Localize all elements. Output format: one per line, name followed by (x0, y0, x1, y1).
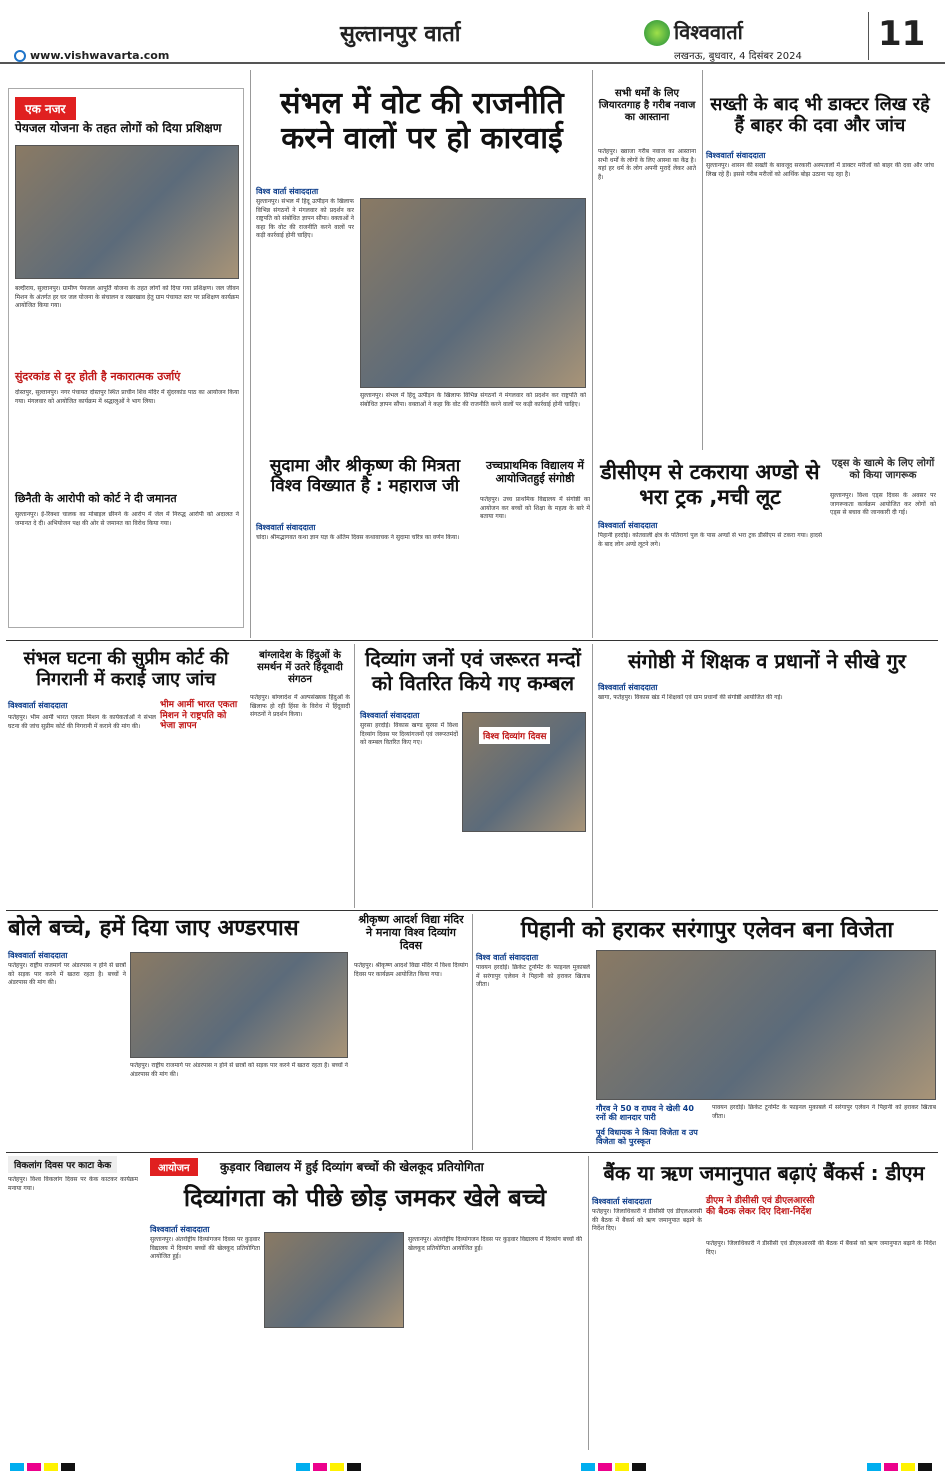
viklang-label: विकलांग दिवस पर काटा केक (8, 1156, 117, 1173)
sambhal-pullquote: भीम आर्मी भारत एकता मिशन ने राष्ट्रपति को भेजा ज्ञापन (160, 700, 238, 732)
bank-byline: विश्ववार्ता संवाददाता (592, 1197, 652, 1206)
ek-nazar-tag: एक नजर (15, 97, 76, 120)
bottom-body-continued: सुल्तानपुर। अंतर्राष्ट्रीय दिव्यांगजन दिवस पर कुड़वार विद्यालय में दिव्यांग बच्चों की खेलकूद प्रतियोगिता आयोजित हुई। (408, 1236, 582, 1252)
egg-truck-body: पिहानी हरदोई। कोतवाली क्षेत्र के पतिरागां पुल के पास अण्डों से भरा ट्रक डीसीएम से टकरा गया। हादसे के बाद लोग अण्डे लूटने लगे। (598, 532, 822, 548)
egg-truck-byline: विश्ववार्ता संवाददाता (598, 521, 658, 530)
paper-name: सुल्तानपुर वार्ता (340, 22, 461, 47)
sundarkand-body: दोस्तपुर, सुल्तानपुर। नगर पंचायत दोस्तपुर स्थित प्राचीन शिव मंदिर में सुंदरकांड पाठ का आयोजन किया गया। मंगलवार को आयोजित कार्यक्रम में श्रद्धालुओं ने भाग लिया। (15, 389, 239, 405)
blanket-banner: विश्व दिव्यांग दिवस (479, 727, 550, 744)
garib-nawaz-kicker: सभी धर्मों के लिए जियारतगाह है गरीब नवाज का आस्ताना (598, 88, 696, 123)
registration-bar (10, 1456, 935, 1468)
black-swatch (61, 1463, 75, 1471)
lead-body: सुल्तानपुर। संभल में हिंदू उत्पीड़न के खिलाफ विभिन्न संगठनों ने मंगलवार को प्रदर्शन कर राष्ट्रपति को संबोधित ज्ञापन सौंपा। वक्ताओं ने कहा कि वोट की राजनीति करने वालों पर कड़ी कार्रवाई होनी चाहिए। (256, 198, 354, 240)
lead-protest-photo (360, 198, 586, 388)
sambhal-headline: संभल घटना की सुप्रीम कोर्ट की निगरानी में कराई जाए जांच (23, 648, 229, 691)
lead-byline: विश्व वार्ता संवाददाता (256, 187, 319, 196)
pihani-headline: पिहानी को हराकर सरंगापुर एलेवन बना विजेता (520, 918, 894, 943)
pihani-byline: विश्व वार्ता संवाददाता (476, 953, 539, 962)
school-headline: उच्चप्राथमिक विद्यालय में आयोजितहुई संगोष्ठी (486, 459, 584, 485)
lead-body-continued: सुल्तानपुर। संभल में हिंदू उत्पीड़न के खिलाफ विभिन्न संगठनों ने मंगलवार को प्रदर्शन कर राष्ट्रपति को संबोधित ज्ञापन सौंपा। वक्ताओं ने कहा कि वोट की राजनीति करने वालों पर कड़ी कार्रवाई होनी चाहिए। (360, 392, 586, 408)
bank-body-continued: फतेहपुर। जिलाधिकारी ने डीसीसी एवं डीएलआरसी की बैठक में बैंकर्स को ऋण जमानुपात बढ़ाने के निर्देश दिए। (706, 1240, 936, 1256)
aids-headline: एड्स के खात्मे के लिए लोगों को किया जागरूक (831, 458, 935, 481)
bank-body: फतेहपुर। जिलाधिकारी ने डीसीसी एवं डीएलआरसी की बैठक में बैंकर्स को ऋण जमानुपात बढ़ाने के निर्देश दिए। (592, 1208, 702, 1233)
krishna-body: फतेहपुर। श्रीकृष्ण आदर्श विद्या मंदिर में विश्व दिव्यांग दिवस पर कार्यक्रम आयोजित किया गया। (354, 962, 468, 978)
underpass-byline: विश्ववार्ता संवाददाता (8, 951, 68, 960)
website-url[interactable]: www.vishwavarta.com (30, 49, 170, 62)
bail-body: सुल्तानपुर। ई-रिक्शा चालक का मोबाइल छीनने के आरोप में जेल में निरुद्ध आरोपी को अदालत ने जमानत दे दी। अभियोजन पक्ष की ओर से जमानत का विरोध किया गया। (15, 511, 239, 527)
magenta-swatch (27, 1463, 41, 1471)
viklang-body: फतेहपुर। विश्व विकलांग दिवस पर केक काटकर कार्यक्रम मनाया गया। (8, 1176, 138, 1192)
underpass-body: फतेहपुर। राष्ट्रीय राजमार्ग पर अंडरपास न होने से छात्रों को सड़क पार करने में खतरा रहता है। बच्चों ने अंडरपास की मांग की। (8, 962, 126, 987)
brand-name: विश्ववार्ता (674, 20, 743, 44)
bank-kicker: डीएम ने डीसीसी एवं डीएलआरसी की बैठक लेकर दिए दिशा-निर्देश (706, 1196, 815, 1217)
sudama-headline: सुदामा और श्रीकृष्ण की मित्रता विश्व विख्यात है : महाराज जी (269, 456, 461, 497)
school-body: फतेहपुर। उच्च प्राथमिक विद्यालय में संगोष्ठी का आयोजन कर बच्चों को शिक्षा के महत्व के बारे में बताया गया। (480, 496, 590, 521)
sambhal-body: फतेहपुर। भीम आर्मी भारत एकता मिशन के कार्यकर्ताओं ने संभल घटना की जांच सुप्रीम कोर्ट की निगरानी में कराने की मांग की। (8, 714, 156, 730)
bangladesh-body: फतेहपुर। बांग्लादेश में अल्पसंख्यक हिंदुओं के खिलाफ हो रही हिंसा के विरोध में हिंदूवादी संगठनों ने प्रदर्शन किया। (250, 694, 350, 719)
training-photo (15, 145, 239, 279)
sundarkand-headline: सुंदरकांड से दूर होती है नकारात्मक उर्जाएं (15, 370, 181, 383)
pihani-caption-1: गौरव ने 50 व राघव ने खेली 40 रनों की शानदार पारी (596, 1104, 694, 1123)
doctor-byline: विश्ववार्ता संवाददाता (706, 151, 766, 160)
blanket-byline: विश्ववार्ता संवाददाता (360, 711, 420, 720)
garib-nawaz-body: फतेहपुर। ख्वाजा गरीब नवाज का आस्ताना सभी धर्मों के लोगों के लिए आस्था का केंद्र है। यहां हर धर्म के लोग अपनी मुरादें लेकर आते हैं। (598, 148, 696, 181)
blanket-body: सुरसा हरदोई। विकास खण्ड सुरसा में विश्व दिव्यांग दिवस पर दिव्यांगजनों एवं जरूरतमंदों को कम्बल वितरित किए गए। (360, 722, 458, 747)
bottom-body: सुल्तानपुर। अंतर्राष्ट्रीय दिव्यांगजन दिवस पर कुड़वार विद्यालय में दिव्यांग बच्चों की खेलकूद प्रतियोगिता आयोजित हुई। (150, 1236, 260, 1261)
page-header (0, 0, 945, 64)
underpass-students-photo (130, 952, 348, 1058)
bottom-headline: दिव्यांगता को पीछे छोड़ जमकर खेले बच्चे (183, 1184, 547, 1212)
seminar-headline: संगोष्ठी में शिक्षक व प्रधानों ने सीखे गुर (628, 649, 906, 673)
seminar-body: खागा, फतेहपुर। विकास खंड में शिक्षकों एवं ग्राम प्रधानों की संगोष्ठी आयोजित की गई। (598, 694, 783, 701)
pihani-caption-2: पूर्व विधायक ने किया विजेता व उप विजेता को पुरस्कृत (596, 1128, 698, 1147)
cyan-swatch (10, 1463, 24, 1471)
bottom-strip: कुड़वार विद्यालय में हुई दिव्यांग बच्चों की खेलकूद प्रतियोगिता (220, 1160, 484, 1174)
globe-icon (14, 50, 26, 62)
pihani-body-continued: पावयन हरदोई। क्रिकेट टूर्नामेंट के फाइनल मुकाबले में सरंगापुर एलेवन ने पिहानी को हराकर खिताब जीता। (712, 1104, 936, 1120)
ek-nazar-box (8, 88, 244, 628)
page-number: 11 (878, 14, 926, 54)
sambhal-byline: विश्ववार्ता संवाददाता (8, 701, 68, 710)
pihani-body: पावयन हरदोई। क्रिकेट टूर्नामेंट के फाइनल मुकाबले में सरंगापुर एलेवन ने पिहानी को हराकर खिताब जीता। (476, 964, 590, 989)
sudama-byline: विश्ववार्ता संवाददाता (256, 523, 316, 532)
pihani-winners-photo (596, 950, 936, 1100)
lead-headline: संभल में वोट की राजनीति करने वालों पर हो कारवाई (280, 86, 564, 157)
egg-truck-headline: डीसीएम से टकराया अण्डो से भरा ट्रक ,मची लूट (600, 460, 820, 509)
ek-nazar-headline: पेयजल योजना के तहत लोगों को दिया प्रशिक्षण (15, 121, 222, 135)
aayojan-tag: आयोजन (150, 1158, 198, 1176)
underpass-body-continued: फतेहपुर। राष्ट्रीय राजमार्ग पर अंडरपास न होने से छात्रों को सड़क पार करने में खतरा रहता है। बच्चों ने अंडरपास की मांग की। (130, 1062, 348, 1078)
bangladesh-headline: बांग्लादेश के हिंदुओं के समर्थन में उतरे हिंदूवादी संगठन (257, 650, 343, 685)
doctor-body: सुल्तानपुर। शासन की सख्ती के बावजूद सरकारी अस्पतालों में डाक्टर मरीजों को बाहर की दवा और जांच लिख रहे हैं। इससे गरीब मरीजों को आर्थिक बोझ उठाना पड़ रहा है। (706, 162, 934, 178)
seminar-byline: विश्ववार्ता संवाददाता (598, 683, 658, 692)
sudama-body: चांदा। श्रीमद्भागवत कथा ज्ञान यज्ञ के अंतिम दिवस कथावाचक ने सुदामा चरित्र का वर्णन किया। (256, 534, 460, 541)
aids-body: सुल्तानपुर। विश्व एड्स दिवस के अवसर पर जागरूकता कार्यक्रम आयोजित कर लोगों को एड्स से बचाव की जानकारी दी गई। (830, 492, 936, 517)
dateline: लखनऊ, बुधवार, 4 दिसंबर 2024 (674, 51, 802, 62)
yellow-swatch (44, 1463, 58, 1471)
underpass-headline: बोले बच्चे, हमें दिया जाए अण्डरपास (8, 916, 299, 941)
bail-headline: छिनैती के आरोपी को कोर्ट ने दी जमानत (15, 492, 177, 505)
bottom-byline: विश्ववार्ता संवाददाता (150, 1225, 210, 1234)
blanket-headline: दिव्यांग जनों एवं जरूरत मन्दों को वितरित किये गए कम्बल (365, 647, 581, 695)
brand-logo-icon (644, 20, 670, 46)
krishna-headline: श्रीकृष्ण आदर्श विद्या मंदिर ने मनाया विश्व दिव्यांग दिवस (358, 913, 464, 952)
bank-headline: बैंक या ऋण जमानुपात बढ़ाएं बैंकर्स : डीएम (603, 1161, 925, 1185)
blanket-photo (462, 712, 586, 832)
ek-nazar-body: बल्दीराय, सुल्तानपुर। ग्रामीण पेयजल आपूर्ति योजना के तहत लोगों को दिया गया प्रशिक्षण। जल जीवन मिशन के अंतर्गत हर घर जल योजना के संचालन व रखरखाव हेतु ग्राम पंचायत स्तर पर प्रशिक्षण कार्यक्रम आयोजित किया गया। (15, 285, 239, 310)
sports-photo (264, 1232, 404, 1328)
doctor-headline: सख्ती के बाद भी डाक्टर लिख रहे हैं बाहर की दवा और जांच (710, 94, 930, 137)
